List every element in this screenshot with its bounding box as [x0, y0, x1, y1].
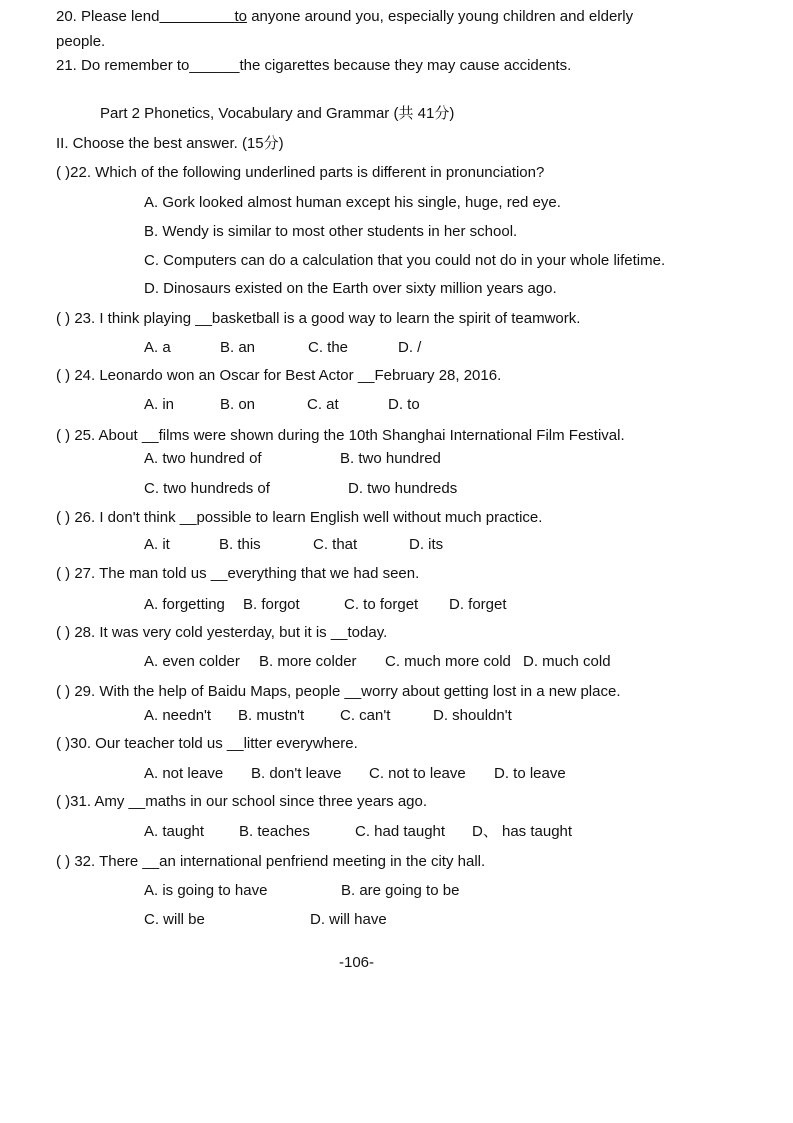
q28-option-a: A. even colder [144, 653, 240, 670]
q31-option-d: D、 has taught [472, 823, 573, 840]
q20-answer-blank [159, 8, 247, 25]
q29-option-c: C. can't [340, 707, 391, 724]
q28-option-c: C. much more cold [385, 653, 511, 670]
q20-line [56, 8, 633, 26]
q22-option-c: C. Computers can do a calculation that you could not do in your whole lifetime. [144, 252, 666, 269]
q31-stem: ( )31. Amy __maths in our school since three years ago. [56, 793, 428, 810]
q24-stem: ( ) 24. Leonardo won an Oscar for Best Actor __February 28, 2016. [56, 367, 502, 384]
q23-option-a: A. a [144, 339, 171, 356]
q22-option-b: B. Wendy is similar to most other students in her school. [144, 223, 518, 240]
q30-option-b: B. don't leave [251, 765, 342, 782]
q24-option-d: D. to [388, 396, 420, 413]
q28-option-b: B. more colder [259, 653, 357, 670]
q23-option-c: C. the [308, 339, 349, 356]
q28-option-d: D. much cold [523, 653, 611, 670]
q23-option-b: B. an [220, 339, 256, 356]
q20-continuation: people. [56, 33, 106, 50]
section2-title: II. Choose the best answer. (15分) [56, 135, 284, 152]
q32-option-c: C. will be [144, 911, 205, 928]
q29-option-b: B. mustn't [238, 707, 305, 724]
q23-option-d: D. / [398, 339, 422, 356]
q27-stem: ( ) 27. The man told us __everything that we had seen. [56, 565, 420, 582]
q26-option-d: D. its [409, 536, 444, 553]
q30-option-d: D. to leave [494, 765, 566, 782]
q24-option-c: C. at [307, 396, 339, 413]
q26-stem: ( ) 26. I don't think __possible to learn English well without much practice. [56, 509, 543, 526]
q26-option-c: C. that [313, 536, 358, 553]
q26-option-a: A. it [144, 536, 170, 553]
q27-option-d: D. forget [449, 596, 507, 613]
q31-option-b: B. teaches [239, 823, 310, 840]
q28-stem: ( ) 28. It was very cold yesterday, but it is __today. [56, 624, 388, 641]
q22-option-a: A. Gork looked almost human except his single, huge, red eye. [144, 194, 561, 211]
q24-option-b: B. on [220, 396, 256, 413]
q32-stem: ( ) 32. There __an international penfriend meeting in the city hall. [56, 853, 486, 870]
q25-option-c: C. two hundreds of [144, 480, 270, 497]
q25-option-a: A. two hundred of [144, 450, 262, 467]
q31-option-c: C. had taught [355, 823, 446, 840]
q30-option-c: C. not to leave [369, 765, 466, 782]
q29-option-d: D. shouldn't [433, 707, 512, 724]
q30-option-a: A. not leave [144, 765, 224, 782]
q32-option-b: B. are going to be [341, 882, 460, 899]
q24-option-a: A. in [144, 396, 175, 413]
q30-stem: ( )30. Our teacher told us __litter everywhere. [56, 735, 358, 752]
q21-stem: 21. Do remember to______the cigarettes because they may cause accidents. [56, 57, 572, 74]
q29-stem: ( ) 29. With the help of Baidu Maps, people __worry about getting lost in a new place. [56, 683, 621, 700]
q22-stem: ( )22. Which of the following underlined parts is different in pronunciation? [56, 164, 545, 181]
q29-option-a: A. needn't [144, 707, 212, 724]
q25-option-b: B. two hundred [340, 450, 441, 467]
q20-text-start: 20. Please lend [56, 8, 160, 25]
q23-stem: ( ) 23. I think playing __basketball is a good way to learn the spirit of teamwork. [56, 310, 581, 327]
q27-option-c: C. to forget [344, 596, 419, 613]
q27-option-a: A. forgetting [144, 596, 225, 613]
q27-option-b: B. forgot [243, 596, 300, 613]
q26-option-b: B. this [219, 536, 261, 553]
q25-stem: ( ) 25. About __films were shown during the 10th Shanghai International Film Festival. [56, 427, 625, 444]
q25-option-d: D. two hundreds [348, 480, 458, 497]
q22-option-d: D. Dinosaurs existed on the Earth over sixty million years ago. [144, 280, 557, 297]
part2-title: Part 2 Phonetics, Vocabulary and Grammar (共 41分) [100, 105, 455, 122]
q20-answer-word: to [234, 8, 248, 25]
q32-option-d: D. will have [310, 911, 387, 928]
page-number: -106- [339, 954, 375, 971]
q20-text-end: anyone around you, especially young children and elderly [247, 8, 634, 25]
q31-option-a: A. taught [144, 823, 205, 840]
q32-option-a: A. is going to have [144, 882, 268, 899]
